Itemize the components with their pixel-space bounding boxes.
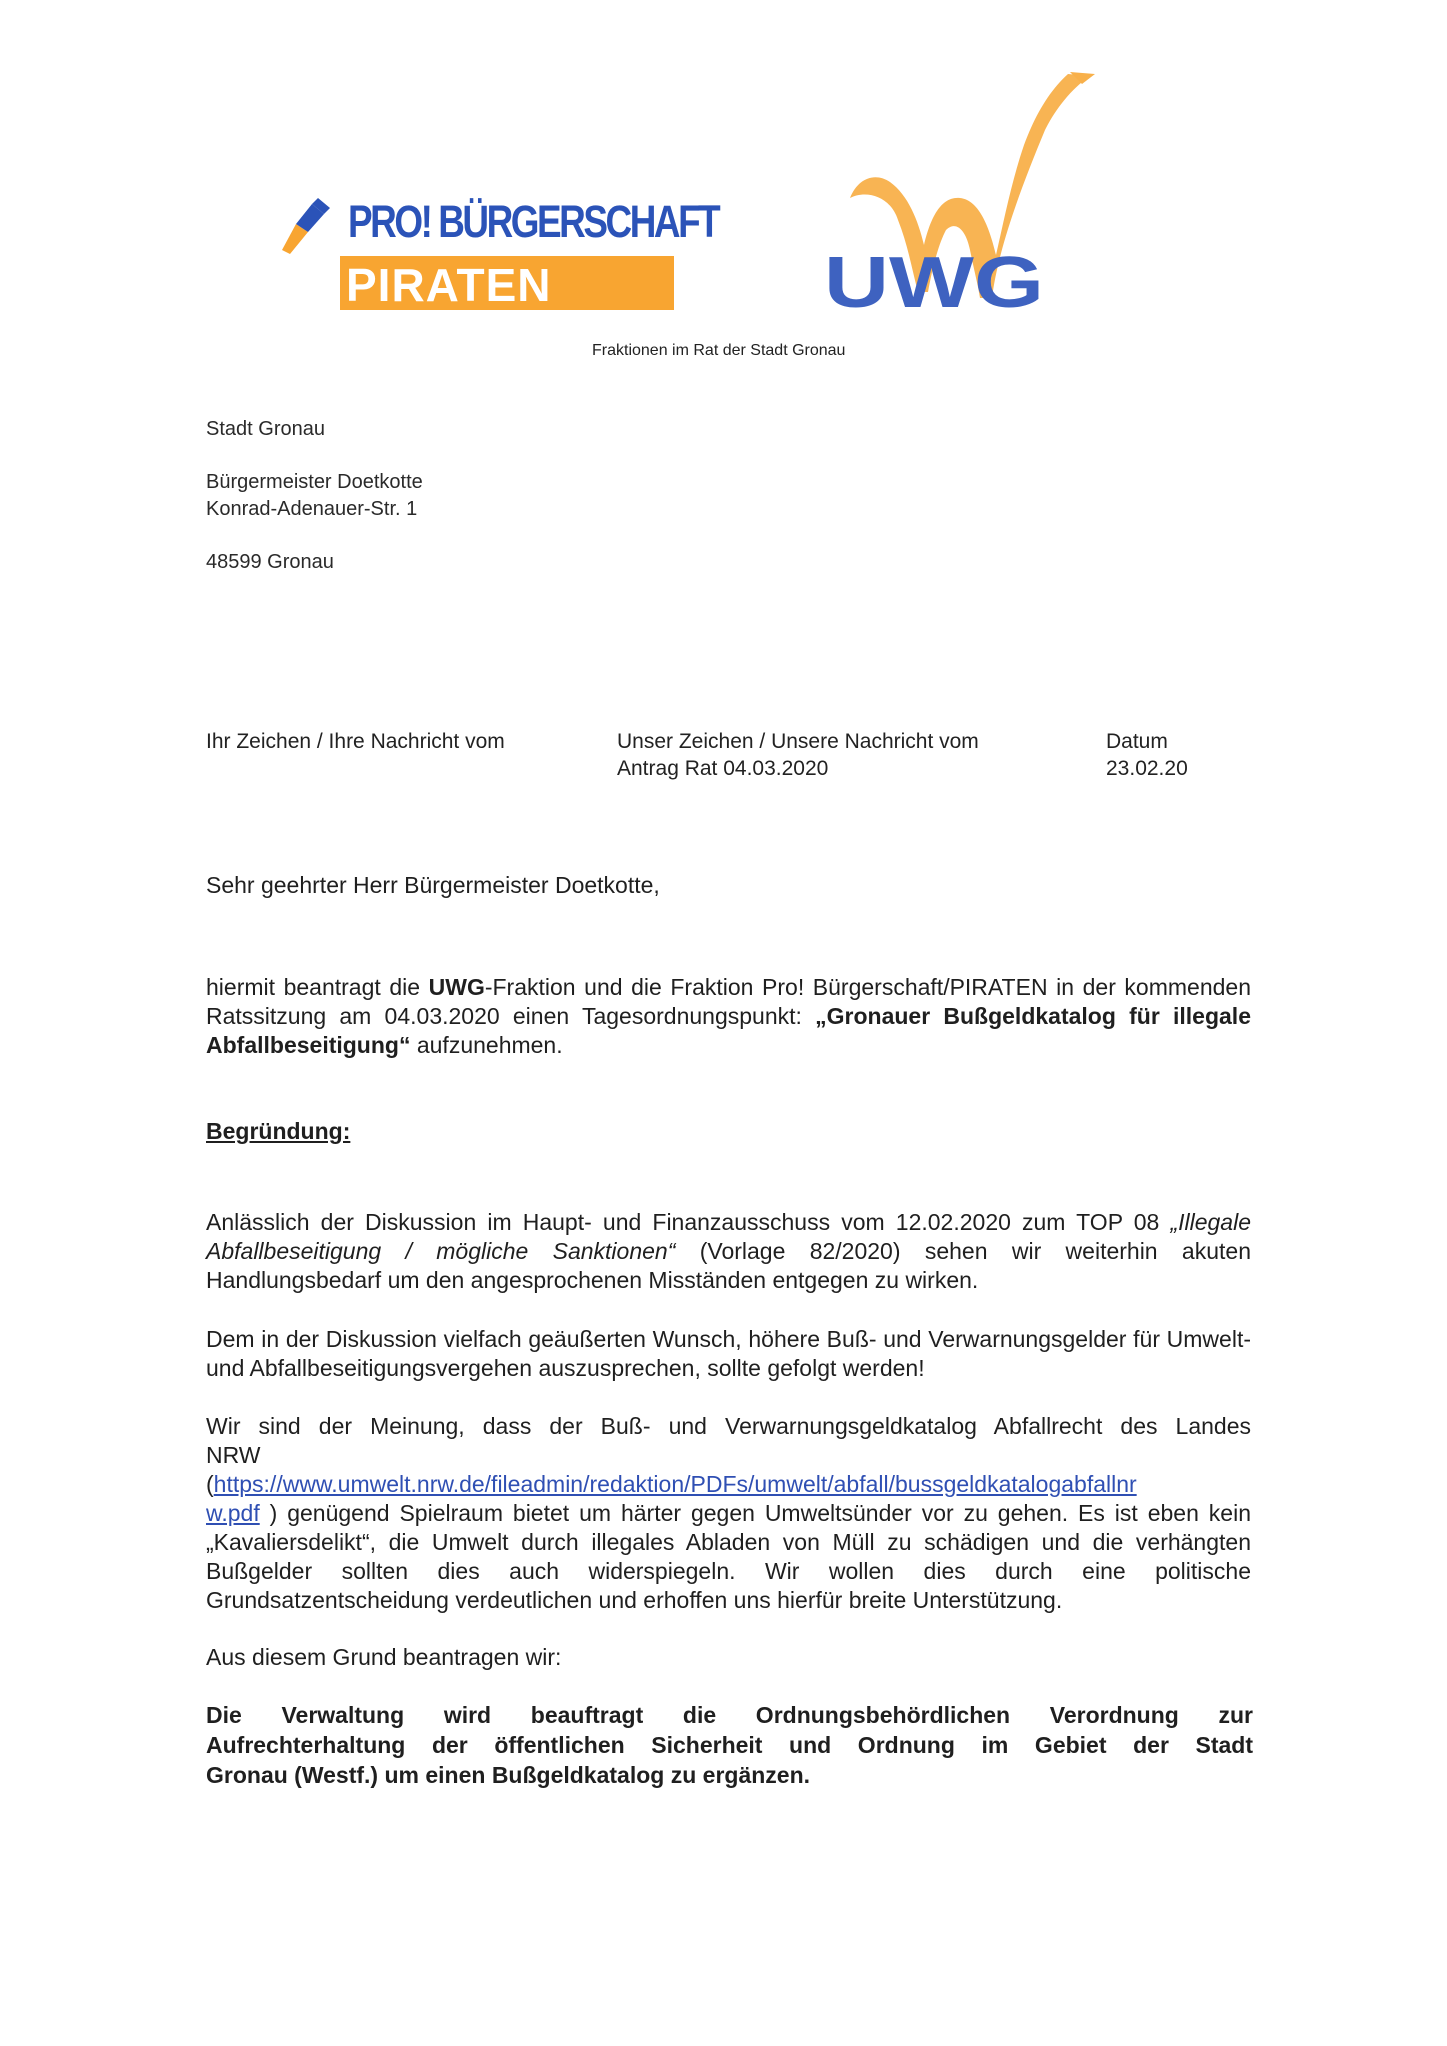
intro-paragraph <box>206 973 1251 1060</box>
piraten-banner <box>340 256 674 310</box>
reason-paragraph-1 <box>206 1208 1251 1295</box>
motion-line3: Gronau (Westf.) um einen Bußgeldkatalog zu ergänzen. <box>206 1762 811 1788</box>
motion-text <box>206 1700 1253 1790</box>
para4-text: Aus diesem Grund beantragen wir: <box>206 1644 562 1670</box>
para2-text: Dem in der Diskussion vielfach geäußerten Wunsch, höhere Buß- und Verwarnungsgelder für Umwelt- und Abfallbeseitigungsvergehen auszusprechen, sollte gefolgt werden! <box>206 1326 1251 1381</box>
ref-datum-label: Datum <box>1106 730 1168 753</box>
recipient-line4: 48599 Gronau <box>206 551 334 573</box>
intro-part-uwg: UWG <box>428 974 485 1000</box>
intro-part-e: aufzunehmen. <box>410 1032 563 1058</box>
para1-part-a: Anlässlich der Diskussion im Haupt- und Finanzausschuss vom 12.02.2020 zum TOP 08 <box>206 1209 1171 1235</box>
reason-paragraph-4 <box>206 1643 1251 1672</box>
ref-unser-value: Antrag Rat 04.03.2020 <box>617 757 829 780</box>
ref-datum <box>1106 728 1188 782</box>
nrw-bussgeld-link-end[interactable]: w.pdf <box>206 1500 260 1526</box>
pen-icon <box>278 198 338 254</box>
ref-datum-value: 23.02.20 <box>1106 757 1188 780</box>
pro-buergerschaft-piraten-logo <box>278 196 719 314</box>
letterhead-subtitle: Fraktionen im Rat der Stadt Gronau <box>592 342 846 359</box>
nrw-bussgeld-link[interactable]: https://www.umwelt.nrw.de/fileadmin/redaktion/PDFs/umwelt/abfall/bussgeldkatalogabfallnr <box>213 1471 1137 1497</box>
motion-line2: Aufrechterhaltung der öffentlichen Sicherheit und Ordnung im Gebiet der Stadt <box>206 1732 1253 1758</box>
uwg-logo <box>820 70 1120 323</box>
recipient-line1: Stadt Gronau <box>206 418 325 440</box>
salutation: Sehr geehrter Herr Bürgermeister Doetkotte, <box>206 872 660 898</box>
reason-paragraph-2 <box>206 1325 1251 1383</box>
logo-left-line2: PIRATEN <box>346 259 552 311</box>
intro-part-topic: „Gronauer Bußgeldkatalog für illegale Abfallbeseitigung“ <box>206 1003 1251 1058</box>
ref-unser-zeichen <box>617 728 979 782</box>
recipient-line2: Bürgermeister Doetkotte <box>206 471 423 493</box>
intro-part-a: hiermit beantragt die <box>206 974 429 1000</box>
para3-paren: ( <box>206 1471 214 1497</box>
reason-paragraph-3 <box>206 1412 1251 1615</box>
logo-right-text: UWG <box>824 243 1044 323</box>
logo-left-line1: PRO! BÜRGERSCHAFT <box>348 196 719 247</box>
ref-unser-label: Unser Zeichen / Unsere Nachricht vom <box>617 730 979 753</box>
recipient-line3: Konrad-Adenauer-Str. 1 <box>206 498 418 520</box>
para3-line2: NRW <box>206 1442 261 1468</box>
para1-part-c: (Vorlage 82/2020) sehen wir weiterhin akuten Handlungsbedarf um den angesprochenen Misständen entgegen zu wirken. <box>206 1238 1251 1293</box>
motion-line1: Die Verwaltung wird beauftragt die Ordnungsbehördlichen Verordnung zur <box>206 1702 1253 1728</box>
intro-part-c: -Fraktion und die Fraktion Pro! Bürgerschaft/PIRATEN in der kommenden Ratssitzung am 04.03.2020 einen Tagesordnungspunkt: <box>206 974 1251 1029</box>
section-heading: Begründung: <box>206 1118 351 1144</box>
para3-line1: Wir sind der Meinung, dass der Buß- und Verwarnungsgeldkatalog Abfallrecht des Landes <box>206 1413 1251 1439</box>
para1-part-topic: „Illegale Abfallbeseitigung / mögliche Sanktionen“ <box>206 1209 1251 1264</box>
ref-ihr-label: Ihr Zeichen / Ihre Nachricht vom <box>206 730 505 753</box>
para3-rest: ) genügend Spielraum bietet um härter gegen Umweltsünder vor zu gehen. Es ist eben kein „Kavaliersdelikt“, die Umwelt durch illegales Abladen von Müll zu schädigen und die verhängten Bußgelder sollten dies auch widerspiegeln. Wir wollen dies durch eine politische Grundsatzentscheidung verdeutlichen und erhoffen uns hierfür breite Unterstützung. <box>206 1500 1251 1613</box>
ref-ihr-zeichen <box>206 728 505 755</box>
